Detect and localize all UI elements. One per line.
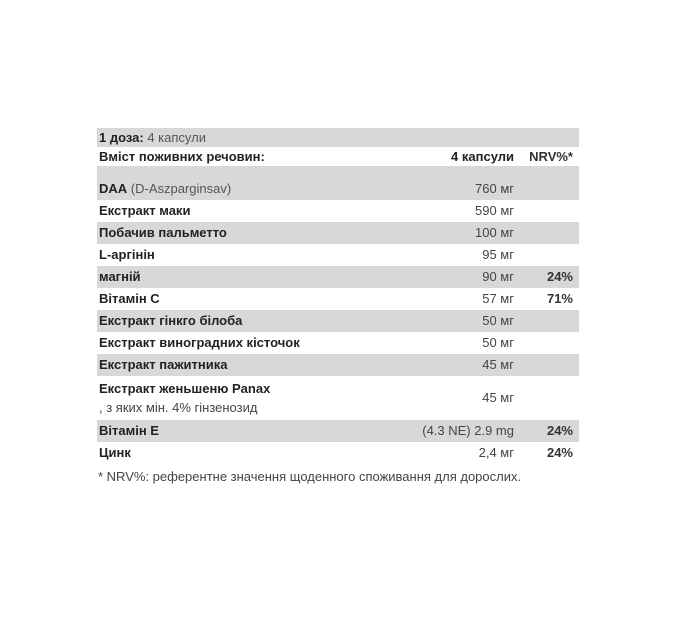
nutrient-name: Екстракт гінкго білоба	[99, 313, 243, 328]
nutrient-name: Екстракт пажитника	[99, 357, 228, 372]
nutrient-name: Екстракт виноградних кісточок	[99, 335, 300, 350]
nutrient-name: Побачив пальметто	[99, 225, 227, 240]
table-row	[97, 310, 579, 332]
nutrient-nrv	[516, 376, 579, 420]
nutrient-nrv: 24%	[546, 269, 573, 284]
nutrient-name: Екстракт маки	[99, 203, 191, 218]
nutrient-name: Цинк	[99, 445, 131, 460]
table-row	[97, 354, 579, 376]
table-row	[97, 244, 579, 266]
nrv-header: NRV%*	[529, 149, 573, 164]
nutrient-qty: 590 мг	[475, 203, 514, 218]
nutrient-qty: 90 мг	[482, 269, 514, 284]
dose-row	[97, 128, 579, 147]
nutrient-name-main: DAA	[99, 181, 128, 196]
nutrient-nrv: 24%	[546, 423, 573, 438]
nutrient-nrv: 24%	[546, 445, 573, 460]
dose-value: 4 капсули	[147, 130, 206, 145]
nutrient-name-main: Екстракт женьшеню Panax	[99, 381, 271, 396]
table-row	[97, 266, 579, 288]
nutrient-qty: (4.3 NE) 2.9 mg	[422, 423, 514, 438]
table-row	[97, 332, 579, 354]
nutrient-name-extra: (D-Aszparginsav)	[130, 181, 232, 196]
nutrient-name: магній	[99, 269, 141, 284]
nutrient-name-sub: , з яких мін. 4% гінзенозид	[99, 400, 258, 415]
nutrient-name	[97, 178, 377, 200]
table-row	[97, 200, 579, 222]
table-row	[97, 442, 579, 464]
nutrient-nrv: 71%	[546, 291, 573, 306]
nutrient-qty: 100 мг	[475, 225, 514, 240]
dose-cell	[97, 128, 377, 147]
header-separator	[97, 166, 579, 178]
table-row	[97, 178, 579, 200]
nutrient-qty: 45 мг	[482, 357, 514, 372]
nutrient-qty: 2,4 мг	[478, 445, 514, 460]
nutrient-qty: 45 мг	[482, 390, 514, 405]
nrv-footnote: * NRV%: референтне значення щоденного споживання для дорослих.	[98, 469, 522, 484]
nutrient-name: Вітамін Е	[99, 423, 159, 438]
nutrient-qty: 95 мг	[482, 247, 514, 262]
nutrient-name	[97, 376, 377, 420]
header-row	[97, 147, 579, 166]
nutrients-header: Вміст поживних речовин:	[99, 149, 265, 164]
table-row	[97, 288, 579, 310]
nutrition-table	[97, 128, 579, 464]
qty-header: 4 капсули	[451, 149, 514, 164]
nutrient-qty: 50 мг	[482, 335, 514, 350]
dose-label: 1 доза:	[99, 130, 144, 145]
nutrient-qty: 50 мг	[482, 313, 514, 328]
nutrient-name: Вітамін С	[99, 291, 160, 306]
nutrient-qty: 760 мг	[475, 181, 514, 196]
table-row	[97, 420, 579, 442]
table-row	[97, 222, 579, 244]
table-row	[97, 376, 579, 420]
nutrient-qty: 57 мг	[482, 291, 514, 306]
nutrient-name: L-аргінін	[99, 247, 155, 262]
